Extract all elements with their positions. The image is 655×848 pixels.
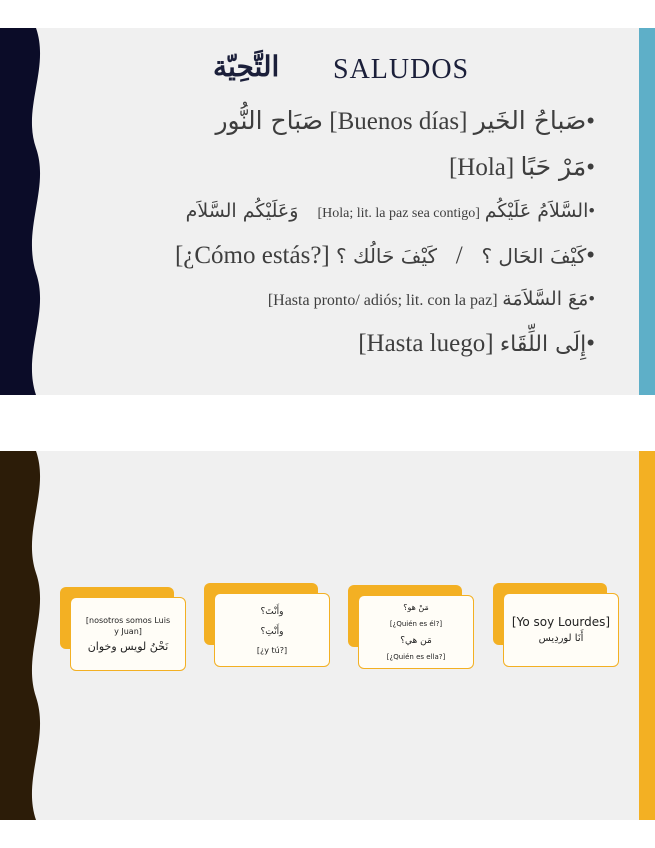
wave-decoration — [0, 451, 48, 820]
title-arabic: التَّحِيّة — [213, 50, 280, 83]
card-text: y Juan] — [114, 626, 142, 636]
card-arabic: وأَنْتَ؟ — [260, 606, 284, 617]
spanish-text: [Hola] — [448, 154, 515, 181]
spanish-text: [Hasta pronto/ adiós; lit. con la paz] — [267, 292, 498, 309]
greeting-line: •صَباحُ الخَير [Buenos días] صَبَاح النُّور — [215, 106, 595, 135]
card-text: [¿Quién es él?] — [389, 620, 443, 628]
card-arabic: مَن هي؟ — [400, 636, 432, 646]
card-text: [¿Quién es ella?] — [386, 653, 446, 661]
arabic-text: إِلَى اللِّقَاء — [499, 332, 587, 357]
separator: / — [455, 242, 463, 269]
spanish-text: [Hola; lit. la paz sea contigo] — [317, 206, 480, 221]
card-text: [¿y tú?] — [256, 645, 288, 655]
spanish-text: [¿Cómo estás?] — [174, 242, 330, 269]
arabic-text: مَرْ حَبًا — [520, 152, 587, 181]
accent-bar — [639, 451, 655, 820]
arabic-text: السَّلاَمُ عَلَيْكُم — [484, 200, 589, 222]
arabic-text: كَيْفَ الحَال ؟ — [481, 244, 587, 268]
arabic-text: مَعَ السَّلاَمَة — [502, 288, 589, 310]
arabic-reply: صَبَاح النُّور — [215, 106, 324, 135]
greeting-line: •السَّلاَمُ عَلَيْكُم [Hola; lit. la paz sea contigo] وَعَلَيْكُم السَّلاَم — [185, 200, 595, 222]
spanish-text: [Hasta luego] — [358, 330, 494, 357]
card-arabic: مَنْ هو؟ — [403, 603, 429, 612]
card-text: [nosotros somos Luis — [85, 615, 171, 625]
slide-dialogue-cards — [0, 451, 655, 820]
arabic-reply: وَعَلَيْكُم السَّلاَم — [185, 200, 299, 222]
title-spanish: SALUDOS — [333, 54, 470, 85]
card-text: [Yo soy Lourdes] — [511, 615, 611, 629]
arabic-text: صَباحُ الخَير — [473, 106, 587, 135]
card-arabic: وأَنْتِ؟ — [260, 626, 284, 637]
card-arabic: أَنَا لوردِيس — [538, 633, 584, 644]
greeting-line: •إِلَى اللِّقَاء [Hasta luego] — [358, 330, 595, 357]
greeting-line: •كَيْفَ الحَال ؟ / كَيْفَ حَالُك ؟ [¿Cómo estás?] — [174, 242, 595, 269]
slide-title — [0, 50, 655, 94]
greeting-line: •مَرْ حَبًا [Hola] — [448, 152, 595, 181]
arabic-variant: كَيْفَ حَالُك ؟ — [336, 244, 437, 268]
slide-saludos — [0, 28, 655, 395]
greeting-line: •مَعَ السَّلاَمَة [Hasta pronto/ adiós; lit. con la paz] — [267, 288, 595, 310]
spanish-text: [Buenos días] — [329, 108, 468, 135]
card-arabic: نَحْنُ لويس وخوان — [87, 639, 169, 653]
